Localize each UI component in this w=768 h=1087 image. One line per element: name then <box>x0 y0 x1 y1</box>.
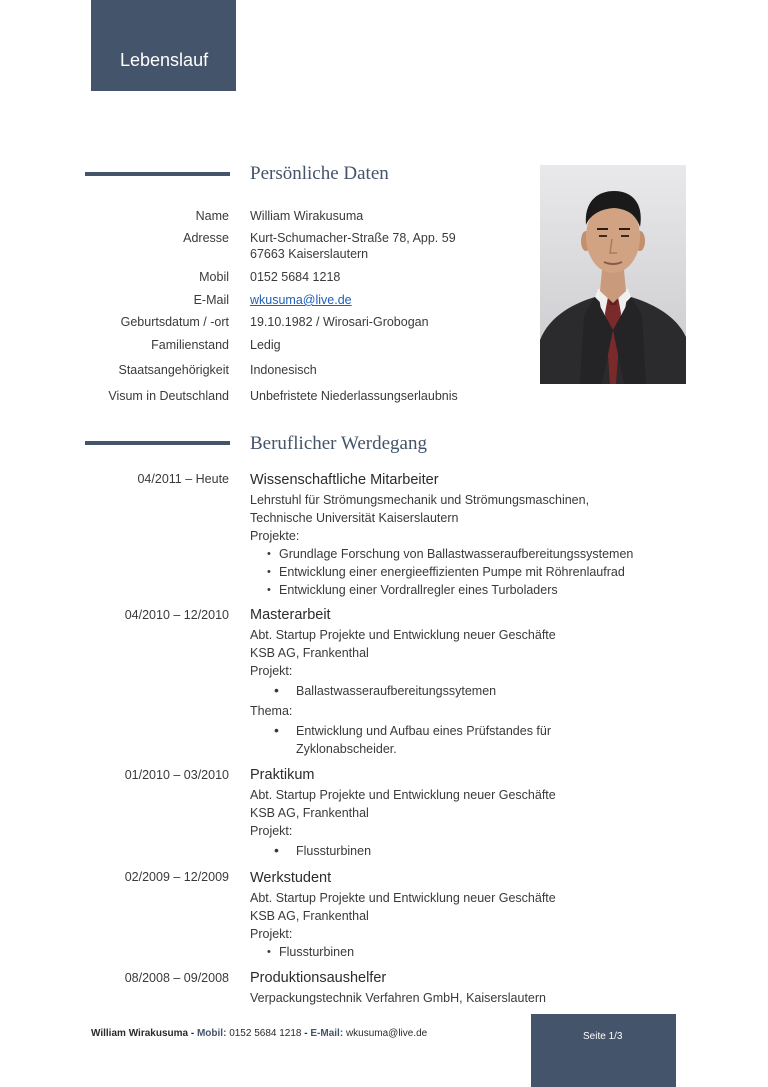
label-nationality: Staatsangehörigkeit <box>118 363 229 377</box>
footer-name: William Wirakusuma <box>91 1028 189 1039</box>
value-name: William Wirakusuma <box>250 209 364 223</box>
value-marital-status: Ledig <box>250 338 281 352</box>
job-bullet: • Entwicklung einer energieeffizienten Pumpe mit Röhrenlaufrad <box>250 563 680 581</box>
job-bullet: • Entwicklung einer Vordrallregler eines Turboladers <box>250 581 680 599</box>
section-title-personal: Persönliche Daten <box>250 163 389 184</box>
value-address-line1: Kurt-Schumacher-Straße 78, App. 59 <box>250 231 456 245</box>
job-line: Abt. Startup Projekte und Entwicklung neuer Geschäfte <box>250 628 556 642</box>
header-tab <box>91 0 236 91</box>
value-visa: Unbefristete Niederlassungserlaubnis <box>250 389 458 403</box>
label-email: E-Mail <box>193 293 229 307</box>
job-date: 04/2010 – 12/2010 <box>124 608 229 622</box>
job-line: Thema: <box>250 704 293 718</box>
value-address-line2: 67663 Kaiserslautern <box>250 247 369 261</box>
job-date: 08/2008 – 09/2008 <box>124 971 229 985</box>
label-birth: Geburtsdatum / -ort <box>120 315 229 329</box>
job-date: 02/2009 – 12/2009 <box>124 870 229 884</box>
label-mobile: Mobil <box>199 270 229 284</box>
section-rule-career <box>85 441 230 445</box>
value-email <box>250 292 352 309</box>
page-number: Seite 1/3 <box>583 1031 623 1042</box>
footer-email[interactable]: wkusuma@live.de <box>345 1028 428 1039</box>
job-line: Projekte: <box>250 529 300 543</box>
footer-mobile-label: Mobil: <box>196 1028 227 1039</box>
section-title-career: Beruflicher Werdegang <box>250 433 427 454</box>
job-title: Masterarbeit <box>250 607 331 623</box>
footer-mobile: 0152 5684 1218 <box>229 1028 302 1039</box>
value-nationality: Indonesisch <box>250 363 317 377</box>
label-marital-status: Familienstand <box>151 338 229 352</box>
portrait-photo <box>540 165 686 384</box>
job-title: Produktionsaushelfer <box>250 970 387 986</box>
email-link[interactable]: wkusuma@live.de <box>250 293 352 307</box>
section-rule-personal <box>85 172 230 176</box>
label-name: Name <box>195 209 229 223</box>
page-number-box <box>531 1014 676 1087</box>
job-line: Projekt: <box>250 664 293 678</box>
footer-contact: William Wirakusuma - Mobil: 0152 5684 1218 - E-Mail: wkusuma@live.de <box>91 1028 428 1039</box>
job-bullet: • Ballastwasseraufbereitungssytemen <box>250 682 680 700</box>
job-line: KSB AG, Frankenthal <box>250 646 369 660</box>
job-line: Abt. Startup Projekte und Entwicklung neuer Geschäfte <box>250 788 556 802</box>
job-entry <box>250 471 680 599</box>
job-bullet: • Entwicklung und Aufbau eines Prüfstandes für <box>250 722 680 740</box>
job-line: Technische Universität Kaiserslautern <box>250 511 459 525</box>
job-line: Verpackungstechnik Verfahren GmbH, Kaiserslautern <box>250 991 546 1005</box>
job-line: Projekt: <box>250 824 293 838</box>
job-line: Abt. Startup Projekte und Entwicklung neuer Geschäfte <box>250 891 556 905</box>
job-line: KSB AG, Frankenthal <box>250 806 369 820</box>
job-date: 04/2011 – Heute <box>137 472 229 486</box>
job-entry <box>250 606 680 758</box>
job-bullet-continuation: Zyklonabscheider. <box>296 742 397 756</box>
job-title: Praktikum <box>250 767 315 783</box>
job-entry <box>250 766 680 862</box>
job-line: Lehrstuhl für Strömungsmechanik und Strömungsmaschinen, <box>250 493 590 507</box>
label-visa: Visum in Deutschland <box>108 389 229 403</box>
job-date: 01/2010 – 03/2010 <box>124 768 229 782</box>
label-address: Adresse <box>183 231 229 245</box>
value-mobile: 0152 5684 1218 <box>250 270 341 284</box>
job-title: Wissenschaftliche Mitarbeiter <box>250 472 439 488</box>
footer-email-label: E-Mail: <box>310 1028 344 1039</box>
job-entry <box>250 869 680 961</box>
job-bullet: • Flussturbinen <box>250 943 680 961</box>
job-title: Werkstudent <box>250 870 332 886</box>
job-line: KSB AG, Frankenthal <box>250 909 369 923</box>
value-birth: 19.10.1982 / Wirosari-Grobogan <box>250 315 429 329</box>
portrait-illustration <box>540 165 686 384</box>
job-bullet: • Flussturbinen <box>250 842 680 860</box>
header-tab-label: Lebenslauf <box>120 50 209 70</box>
job-entry <box>250 969 680 1007</box>
job-bullet: • Grundlage Forschung von Ballastwasseraufbereitungssystemen <box>250 545 680 563</box>
job-line: Projekt: <box>250 927 293 941</box>
